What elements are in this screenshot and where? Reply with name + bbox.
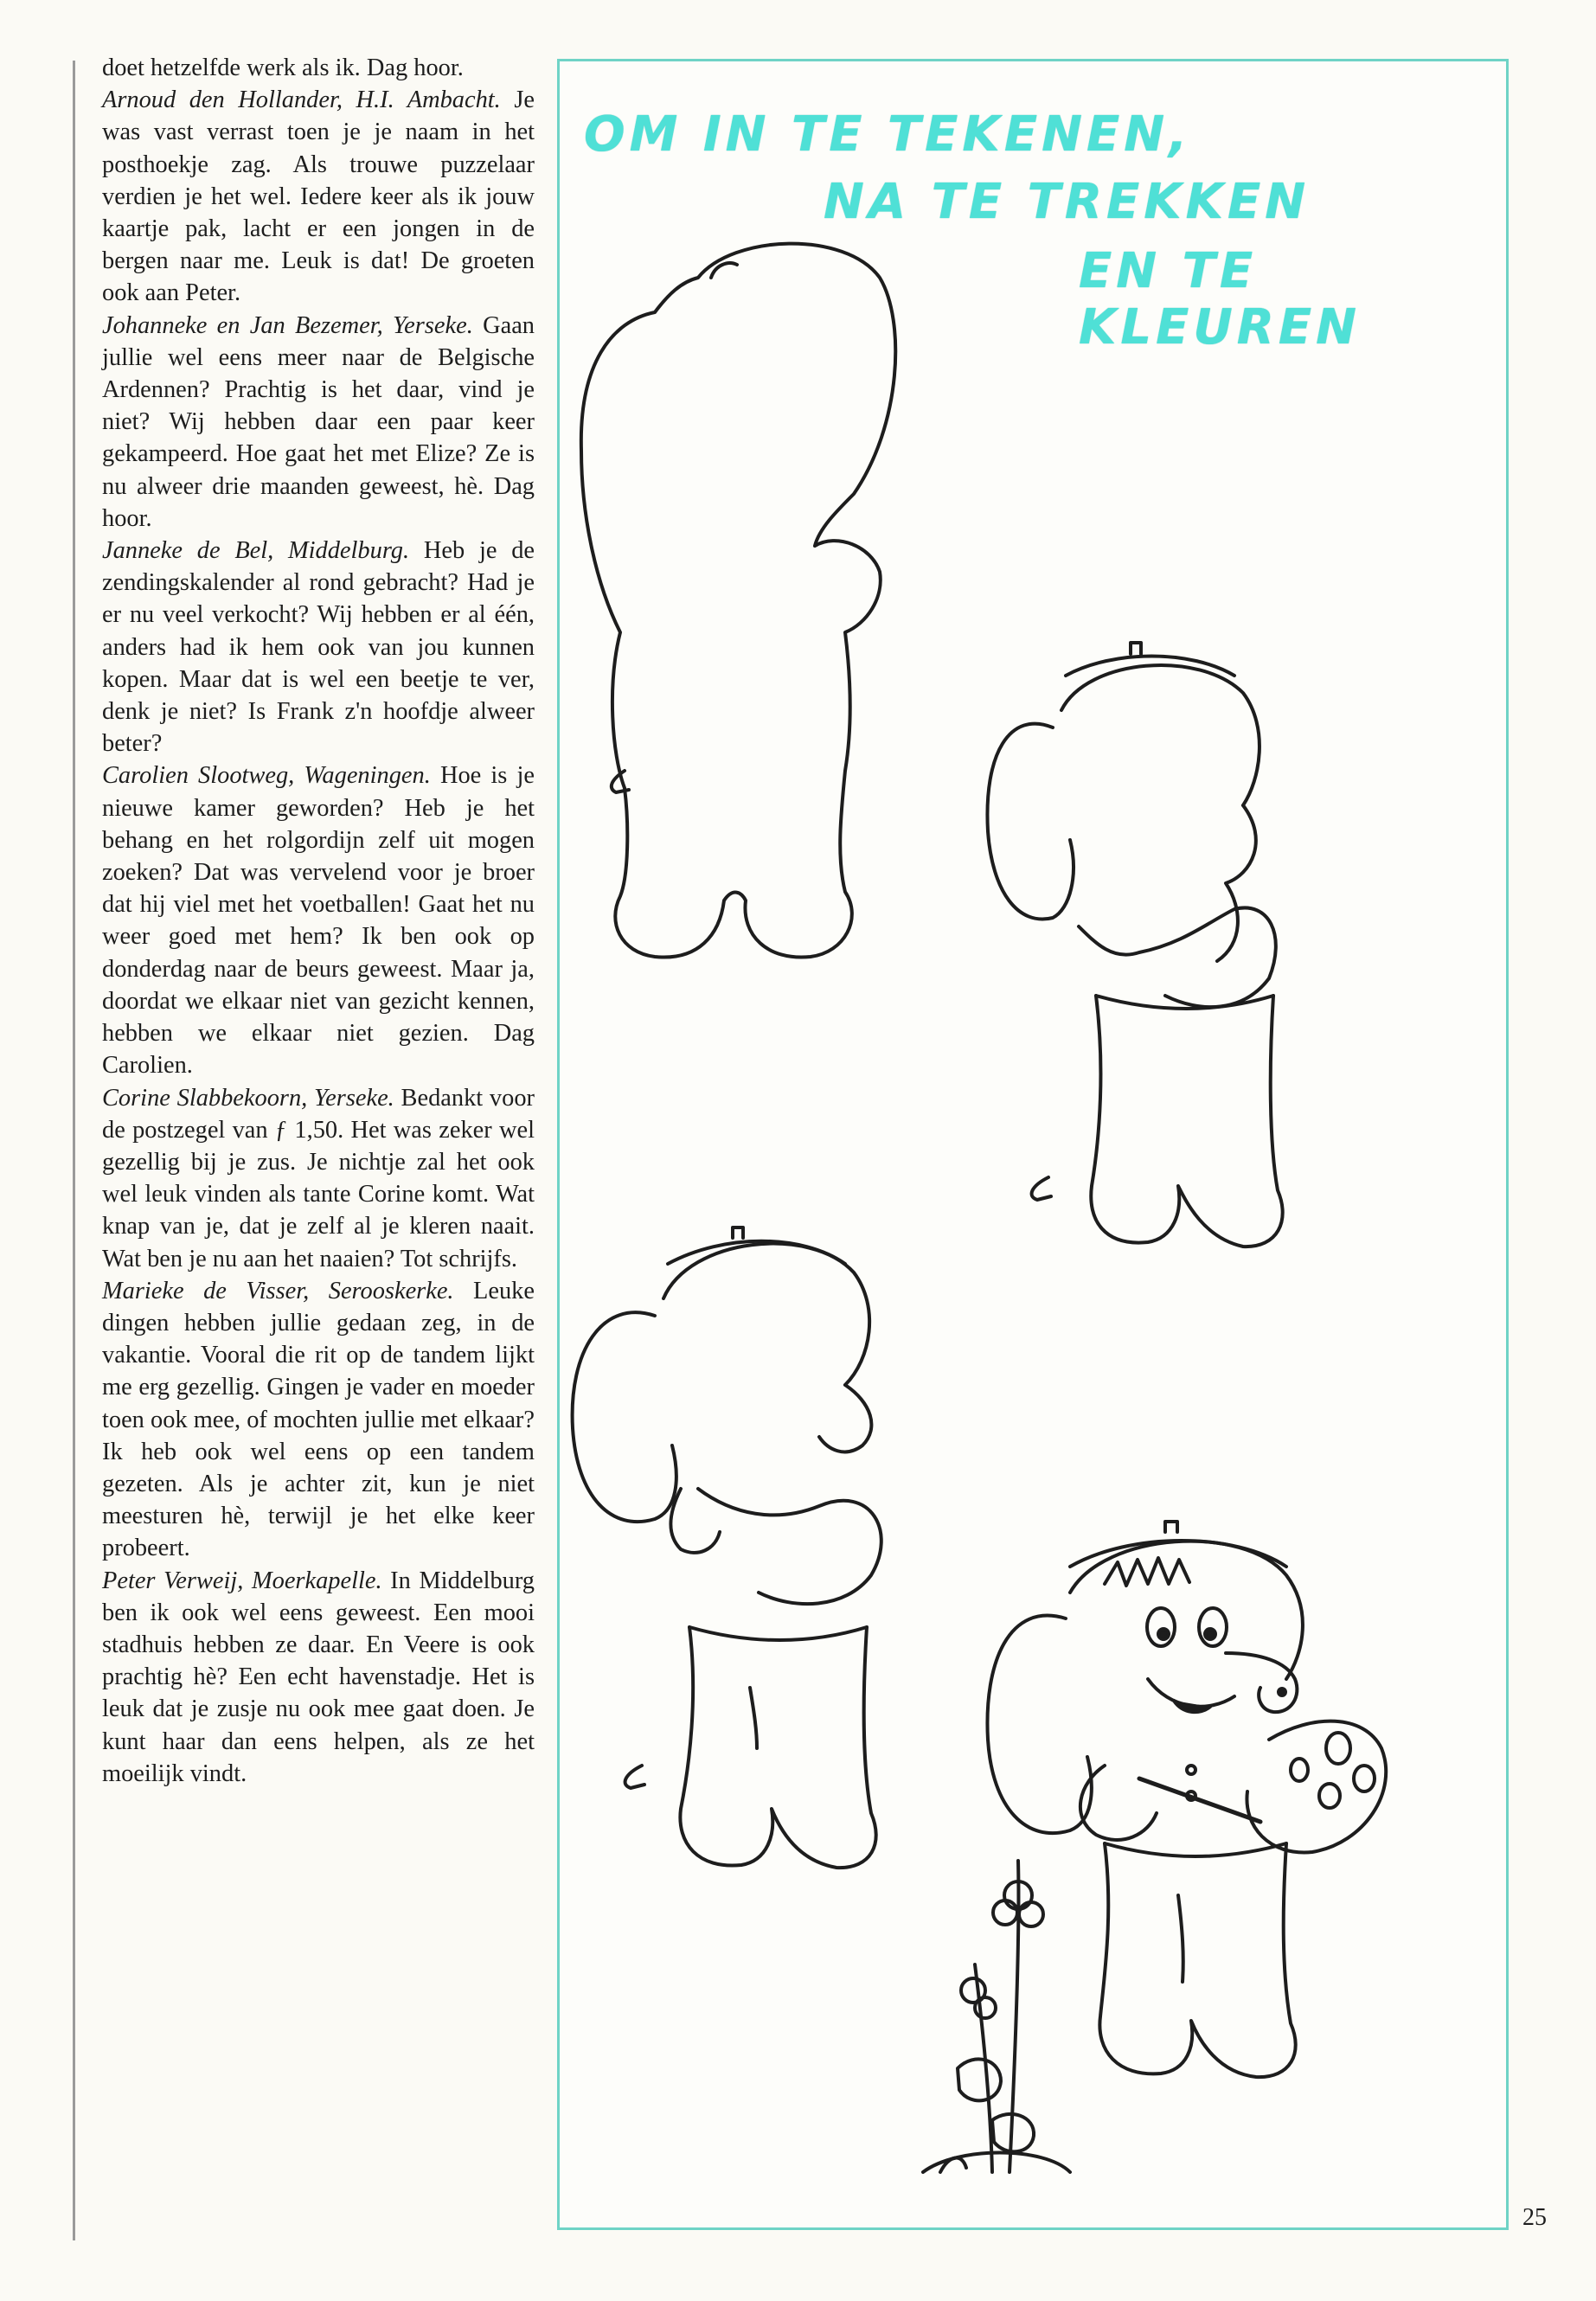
letter-entry xyxy=(102,1565,535,1790)
letter-text: Hoe is je nieuwe kamer geworden? Heb je het behang en het rolgordijn zelf uit mogen zoeken? Dat was vervelend voor je broer dat hij viel met het voetballen! Gaat het nu weer goed met hem? Ik ben ook op donderdag naar de beurs geweest. Maar ja, doordat we elkaar niet van gezicht kennen, hebben we elkaar niet gezien. Dag Carolien. xyxy=(102,762,535,1080)
letter-text: Je was vast verrast toen je je naam in het posthoekje zag. Als trouwe puzzelaar verdien je het wel. Iedere keer als ik jouw kaartje pak, lacht er een jongen in de bergen naar me. Leuk is dat! De groeten ook aan Peter. xyxy=(102,87,535,307)
page-margin-line xyxy=(73,61,75,2240)
elephant-painter-final xyxy=(987,1522,1386,2077)
drawing-steps-illustration xyxy=(560,61,1506,2227)
drawing-frame xyxy=(557,59,1509,2230)
letter-text: doet hetzelfde werk als ik. Dag hoor. xyxy=(102,54,464,81)
letter-entry xyxy=(102,84,535,309)
letter-entry xyxy=(102,760,535,1081)
letter-entry xyxy=(102,1082,535,1275)
letter-text: Heb je de zendingskalender al rond gebracht? Had je er nu veel verkocht? Wij hebben er al één, anders had ik hem ook van jou kunnen kopen. Maar dat is wel een beetje te ver, denk je niet? Is Frank z'n hoofdje alweer beter? xyxy=(102,537,535,758)
letter-entry xyxy=(102,535,535,760)
title-line-1: OM IN TE TEKENEN, xyxy=(584,106,1192,163)
letter-text: Bedankt voor de postzegel van ƒ 1,50. Het was zeker wel gezellig bij je zus. Je nichtje zal het ook wel leuk vinden als tante Corine komt. Wat knap van je, dat je zelf al je kleren naait. Wat ben je nu aan het naaien? Tot schrijfs. xyxy=(102,1084,535,1272)
letter-name: Arnoud den Hollander, H.I. Ambacht. xyxy=(102,87,501,114)
letter-entry xyxy=(102,310,535,535)
letter-text: In Middelburg ben ik ook wel eens geweest. Een mooi stadhuis hebben ze daar. En Veere is ook prachtig hè? Een echt havenstadje. Het is leuk dat je zusje nu ook mee gaat doen. Je kunt haar dan eens helpen, als ze het moeilijk vindt. xyxy=(102,1567,535,1787)
letter-name: Peter Verweij, Moerkapelle. xyxy=(102,1567,382,1594)
flower-decoration xyxy=(923,1861,1070,2172)
letter-entry xyxy=(102,1275,535,1565)
letter-name: Johanneke en Jan Bezemer, Yerseke. xyxy=(102,311,473,339)
letter-name: Corine Slabbekoorn, Yerseke. xyxy=(102,1084,394,1112)
elephant-outline-step-2 xyxy=(987,643,1282,1247)
letter-entry xyxy=(102,52,535,84)
title-line-2: NA TE TREKKEN xyxy=(824,174,1311,230)
letter-name: Carolien Slootweg, Wageningen. xyxy=(102,762,431,790)
title-line-3: EN TE KLEUREN xyxy=(1079,243,1362,356)
letter-name: Janneke de Bel, Middelburg. xyxy=(102,537,410,565)
elephant-outline-step-3 xyxy=(573,1227,881,1868)
page-number: 25 xyxy=(1522,2204,1547,2231)
letter-name: Marieke de Visser, Serooskerke. xyxy=(102,1277,454,1304)
letter-text: Gaan jullie wel eens meer naar de Belgische Ardennen? Prachtig is het daar, vind je niet? Wij hebben daar een paar keer gekampeerd. Hoe gaat het met Elize? Ze is nu alweer drie maanden geweest, hè. Dag hoor. xyxy=(102,311,535,532)
letters-column xyxy=(102,52,535,1790)
letter-text: Leuke dingen hebben jullie gedaan zeg, in de vakantie. Vooral die rit op de tandem lijkt me erg gezellig. Gingen je vader en moeder toen ook mee, of mochten jullie met elkaar? Ik heb ook wel eens op een tandem gezeten. Als je achter zit, kun je niet meesturen hè, terwijl je het elke keer probeert. xyxy=(102,1277,535,1562)
elephant-outline-step-1 xyxy=(581,244,895,958)
